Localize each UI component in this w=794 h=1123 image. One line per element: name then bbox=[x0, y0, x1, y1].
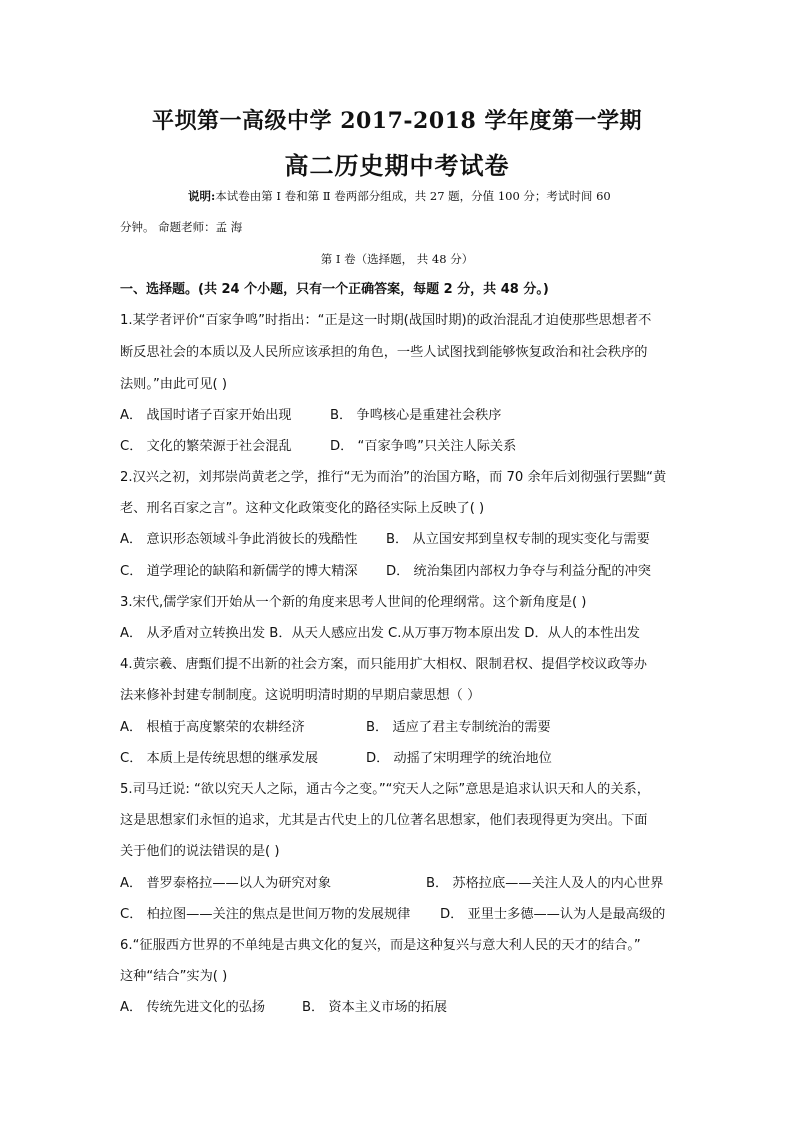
question-1-option-c: C． 文化的繁荣源于社会混乱 bbox=[120, 439, 292, 454]
question-6-option-b: B． 资本主义市场的拓展 bbox=[302, 1000, 448, 1015]
question-2-line-1: 2.汉兴之初，刘邦崇尚黄老之学，推行“无为而治”的治国方略，而 70 余年后刘彻强行罢黜“黄 bbox=[120, 470, 667, 485]
question-4-option-b: B． 适应了君主专制统治的需要 bbox=[366, 720, 551, 735]
question-6-line-1: 6.“征服西方世界的不单纯是古典文化的复兴，而是这种复兴与意大利人民的天才的结合。” bbox=[120, 938, 641, 953]
exam-note-line1 bbox=[188, 188, 611, 204]
question-4-option-d: D． 动摇了宋明理学的统治地位 bbox=[366, 751, 552, 766]
question-1-line-2: 断反思社会的本质以及人民所应该承担的角色，一些人试图找到能够恢复政治和社会秩序的 bbox=[120, 345, 648, 360]
part1-heading: 第 Ⅰ 卷（选择题， 共 48 分） bbox=[320, 252, 474, 266]
question-1-line-1: 1.某学者评价“百家争鸣”时指出：“正是这一时期(战国时期)的政治混乱才迫使那些思想者不 bbox=[120, 313, 652, 328]
question-2-option-b: B． 从立国安邦到皇权专制的现实变化与需要 bbox=[386, 532, 650, 547]
question-6-line-2: 这种“结合”实为( ) bbox=[120, 969, 228, 984]
question-5-line-1: 5.司马迁说: “欲以究天人之际，通古今之变。”“究天人之际”意思是追求认识天和人的关系， bbox=[120, 782, 650, 797]
question-3-line-1: 3.宋代,儒学家们开始从一个新的角度来思考人世间的伦理纲常。这个新角度是( ) bbox=[120, 595, 587, 610]
note-text: 本试卷由第 Ⅰ 卷和第 Ⅱ 卷两部分组成，共 27 题，分值 100 分；考试时间 60 bbox=[215, 189, 611, 203]
question-5-option-c: C． 柏拉图——关注的焦点是世间万物的发展规律 bbox=[120, 907, 411, 922]
question-1-option-d: D． “百家争鸣”只关注人际关系 bbox=[330, 439, 517, 454]
question-2-option-d: D． 统治集团内部权力争夺与利益分配的冲突 bbox=[386, 564, 651, 579]
question-4-option-c: C． 本质上是传统思想的继承发展 bbox=[120, 751, 319, 766]
question-4-line-2: 法来修补封建专制制度。这说明明清时期的早期启蒙思想（ ） bbox=[120, 688, 481, 703]
question-3-options: A． 从矛盾对立转换出发 B．从天人感应出发 C.从万事万物本原出发 D．从人的本性出发 bbox=[120, 626, 640, 641]
question-5-option-b: B． 苏格拉底——关注人及人的内心世界 bbox=[426, 876, 664, 891]
question-1-option-a: A． 战国时诸子百家开始出现 bbox=[120, 408, 292, 423]
exam-note-line2: 分钟。 命题老师：孟 海 bbox=[120, 220, 243, 234]
question-2-option-a: A． 意识形态领域斗争此消彼长的残酷性 bbox=[120, 532, 358, 547]
question-4-option-a: A． 根植于高度繁荣的农耕经济 bbox=[120, 720, 305, 735]
note-label: 说明: bbox=[188, 189, 216, 203]
question-1-option-b: B． 争鸣核心是重建社会秩序 bbox=[330, 408, 502, 423]
exam-title: 平坝第一高级中学 2017-2018 学年度第一学期 bbox=[152, 108, 642, 134]
question-4-line-1: 4.黄宗羲、唐甄们提不出新的社会方案，而只能用扩大相权、限制君权、提倡学校议政等办 bbox=[120, 657, 647, 672]
question-1-line-3: 法则。”由此可见( ) bbox=[120, 377, 228, 392]
question-5-option-a: A． 普罗泰格拉——以人为研究对象 bbox=[120, 876, 332, 891]
question-2-line-2: 老、刑名百家之言”。这种文化政策变化的路径实际上反映了( ) bbox=[120, 501, 485, 516]
question-5-option-d: D． 亚里士多德——认为人是最高级的 bbox=[440, 907, 666, 922]
exam-subtitle: 高二历史期中考试卷 bbox=[284, 151, 510, 180]
question-5-line-3: 关于他们的说法错误的是( ) bbox=[120, 844, 280, 859]
section-title: 一、选择题。(共 24 个小题，只有一个正确答案，每题 2 分，共 48 分。) bbox=[120, 282, 549, 297]
question-2-option-c: C． 道学理论的缺陷和新儒学的博大精深 bbox=[120, 564, 358, 579]
question-6-option-a: A． 传统先进文化的弘扬 bbox=[120, 1000, 266, 1015]
question-5-line-2: 这是思想家们永恒的追求，尤其是古代史上的几位著名思想家，他们表现得更为突出。下面 bbox=[120, 813, 648, 828]
